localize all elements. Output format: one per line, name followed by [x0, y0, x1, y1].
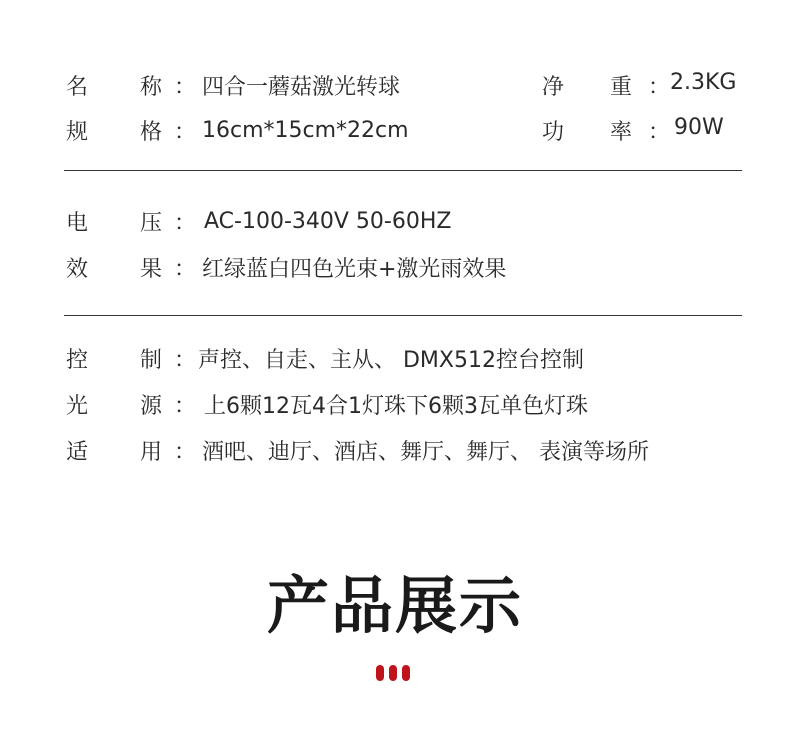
- spec-colon: ：: [174, 210, 197, 236]
- spec-label-char: 名: [66, 74, 89, 100]
- spec-label-char: 功: [542, 120, 565, 145]
- spec-label-char: 净: [542, 75, 565, 100]
- spec-value-weight: 2.3KG: [670, 70, 737, 95]
- spec-row-name: [66, 70, 526, 100]
- spec-value-size: 16cm*15cm*22cm: [202, 117, 409, 143]
- spec-label-char: 控: [66, 347, 89, 373]
- spec-colon: ：: [648, 120, 671, 145]
- spec-label-char: 源: [140, 393, 163, 419]
- spec-row-voltage: [66, 206, 726, 236]
- spec-colon: ：: [648, 75, 671, 100]
- section-divider: [64, 315, 742, 316]
- spec-value-power: 90W: [674, 115, 724, 140]
- spec-row-light-source: [66, 389, 726, 419]
- spec-row-effect: [66, 252, 726, 282]
- spec-label-char: 电: [66, 210, 89, 236]
- spec-label-char: 效: [66, 256, 89, 282]
- spec-label-char: 称: [140, 74, 163, 100]
- spec-label-char: 规: [66, 119, 89, 145]
- spec-colon: ：: [174, 393, 197, 419]
- spec-label-char: 光: [66, 393, 89, 419]
- spec-colon: ：: [174, 347, 197, 373]
- spec-value-effect: 红绿蓝白四色光束+激光雨效果: [202, 256, 507, 282]
- spec-colon: ：: [174, 119, 197, 145]
- decorative-dots: [376, 665, 410, 681]
- decorative-dot: [402, 665, 410, 681]
- section-divider: [64, 170, 742, 171]
- spec-colon: ：: [174, 439, 197, 465]
- spec-label-char: 率: [610, 120, 633, 145]
- spec-value-light-source: 上6颗12瓦4合1灯珠下6颗3瓦单色灯珠: [204, 393, 588, 419]
- spec-label-char: 格: [140, 119, 163, 145]
- spec-label-char: 用: [140, 439, 163, 465]
- decorative-dot: [389, 665, 397, 681]
- spec-value-voltage: AC-100-340V 50-60HZ: [204, 208, 452, 234]
- spec-row-weight: [542, 70, 742, 100]
- spec-value-usage: 酒吧、迪厅、酒店、舞厅、舞厅、 表演等场所: [202, 439, 649, 465]
- decorative-dot: [376, 665, 384, 681]
- spec-row-usage: [66, 435, 726, 465]
- spec-colon: ：: [174, 74, 197, 100]
- spec-label-char: 制: [140, 347, 163, 373]
- section-title: 产品展示: [266, 569, 523, 642]
- spec-label-char: 压: [140, 210, 163, 236]
- spec-row-power: [542, 115, 742, 145]
- spec-row-size: [66, 115, 526, 145]
- spec-label-char: 果: [140, 256, 163, 282]
- spec-label-char: 适: [66, 439, 89, 465]
- spec-colon: ：: [174, 256, 197, 282]
- spec-row-control: [66, 343, 726, 373]
- spec-value-name: 四合一蘑菇激光转球: [202, 74, 401, 100]
- spec-value-control: 声控、自走、主从、 DMX512控台控制: [198, 347, 584, 373]
- spec-label-char: 重: [610, 75, 633, 100]
